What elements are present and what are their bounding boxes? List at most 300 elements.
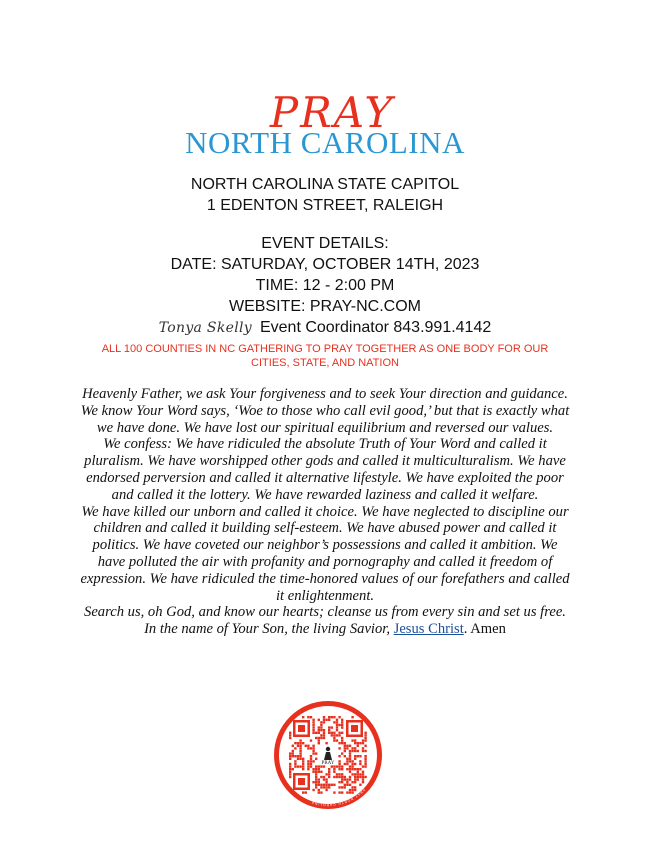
qr-module: [318, 726, 320, 728]
qr-module: [312, 719, 314, 721]
qr-module: [333, 734, 335, 736]
qr-module: [302, 768, 304, 770]
qr-module: [328, 776, 330, 778]
qr-module: [325, 742, 327, 744]
qr-module: [357, 768, 359, 770]
qr-module: [331, 726, 333, 728]
qr-module: [328, 729, 330, 731]
qr-module: [289, 755, 291, 757]
qr-module: [349, 760, 351, 762]
qr-module: [289, 776, 291, 778]
qr-module: [357, 755, 359, 757]
qr-module: [294, 755, 296, 757]
qr-module: [349, 755, 351, 757]
qr-module: [351, 789, 353, 791]
qr-module: [351, 747, 353, 749]
qr-module: [362, 739, 364, 741]
qr-module: [312, 768, 314, 770]
qr-module: [333, 771, 335, 773]
prayer-paragraph: Heavenly Father, we ask Your forgiveness and to seek Your direction and guidance. We know Your Word says, ‘Woe to those who call evil good,’ but that is exactly what we have done. We have lost our spiritual equilibrium and reversed our values.: [80, 386, 570, 436]
jesus-christ-link[interactable]: Jesus Christ: [393, 621, 464, 638]
qr-module: [336, 719, 338, 721]
qr-module: [336, 765, 338, 767]
qr-module: [302, 765, 304, 767]
qr-module: [362, 747, 364, 749]
qr-module: [333, 737, 335, 739]
qr-module: [359, 776, 361, 778]
qr-module: [354, 773, 356, 775]
qr-module: [315, 737, 317, 739]
qr-module: [307, 768, 309, 770]
qr-module: [341, 737, 343, 739]
qr-module: [299, 742, 301, 744]
qr-module: [362, 750, 364, 752]
qr-module: [289, 763, 291, 765]
qr-module: [354, 789, 356, 791]
qr-module: [323, 784, 325, 786]
qr-code-icon[interactable]: [273, 700, 383, 810]
qr-module: [302, 791, 304, 793]
qr-module: [315, 784, 317, 786]
qr-module: [349, 784, 351, 786]
qr-module: [344, 763, 346, 765]
qr-module: [328, 786, 330, 788]
qr-module: [323, 786, 325, 788]
qr-module: [344, 742, 346, 744]
qr-module: [364, 737, 366, 739]
qr-module: [336, 773, 338, 775]
qr-code-badge[interactable]: [273, 700, 383, 810]
qr-module: [325, 784, 327, 786]
qr-module: [346, 768, 348, 770]
qr-module: [299, 747, 301, 749]
qr-module: [289, 768, 291, 770]
qr-module: [310, 716, 312, 718]
qr-module: [297, 765, 299, 767]
qr-module: [364, 765, 366, 767]
qr-module: [320, 791, 322, 793]
qr-module: [328, 773, 330, 775]
qr-module: [315, 765, 317, 767]
qr-finder-top-right: [346, 720, 363, 737]
qr-module: [312, 729, 314, 731]
qr-module: [307, 747, 309, 749]
qr-module: [318, 739, 320, 741]
coordinator-line: [0, 317, 650, 339]
qr-module: [333, 768, 335, 770]
qr-module: [346, 784, 348, 786]
qr-module: [320, 721, 322, 723]
qr-module: [341, 752, 343, 754]
qr-module: [299, 745, 301, 747]
prayer-paragraph: Search us, oh God, and know our hearts; cleanse us from every sin and set us free.: [84, 604, 566, 621]
qr-module: [302, 763, 304, 765]
event-time: TIME: 12 - 2:00 PM: [255, 277, 395, 294]
qr-module: [346, 758, 348, 760]
qr-module: [359, 768, 361, 770]
qr-module: [315, 732, 317, 734]
qr-module: [318, 737, 320, 739]
qr-module: [354, 768, 356, 770]
qr-finder-top-left: [293, 720, 310, 737]
gathering-tagline: [70, 342, 580, 370]
qr-module: [354, 778, 356, 780]
venue-name: NORTH CAROLINA STATE CAPITOL: [190, 176, 460, 193]
qr-module: [362, 776, 364, 778]
qr-module: [346, 760, 348, 762]
qr-module: [346, 791, 348, 793]
prayer-text: [80, 386, 570, 638]
qr-module: [341, 773, 343, 775]
qr-module: [297, 758, 299, 760]
qr-module: [294, 765, 296, 767]
qr-module: [341, 791, 343, 793]
qr-module: [289, 737, 291, 739]
qr-module: [328, 768, 330, 770]
qr-module: [297, 742, 299, 744]
qr-module: [323, 719, 325, 721]
qr-module: [362, 773, 364, 775]
qr-module: [354, 758, 356, 760]
qr-module: [328, 716, 330, 718]
qr-module: [362, 771, 364, 773]
qr-module: [323, 778, 325, 780]
qr-module: [318, 789, 320, 791]
qr-module: [307, 765, 309, 767]
qr-module: [299, 765, 301, 767]
qr-module: [323, 776, 325, 778]
qr-module: [336, 726, 338, 728]
qr-finder-bottom-left: [293, 773, 310, 790]
qr-module: [310, 765, 312, 767]
qr-module: [364, 734, 366, 736]
event-website: WEBSITE: PRAY-NC.COM: [228, 298, 422, 315]
qr-module: [310, 747, 312, 749]
qr-module: [320, 786, 322, 788]
qr-module: [341, 719, 343, 721]
qr-module: [305, 745, 307, 747]
venue-address: [0, 174, 650, 216]
qr-module: [302, 760, 304, 762]
qr-module: [338, 776, 340, 778]
qr-module: [354, 747, 356, 749]
qr-module: [341, 781, 343, 783]
qr-module: [289, 773, 291, 775]
qr-module: [346, 781, 348, 783]
qr-module: [354, 739, 356, 741]
qr-module: [336, 776, 338, 778]
qr-module: [325, 778, 327, 780]
qr-module: [331, 734, 333, 736]
qr-ring-text: PRAY NORTH CAROLINA: [310, 787, 366, 808]
qr-module: [364, 739, 366, 741]
qr-module: [357, 745, 359, 747]
qr-module: [310, 755, 312, 757]
qr-module: [344, 755, 346, 757]
qr-module: [312, 726, 314, 728]
qr-module: [351, 786, 353, 788]
qr-module: [323, 732, 325, 734]
qr-module: [349, 776, 351, 778]
qr-module: [299, 739, 301, 741]
event-details: [0, 233, 650, 339]
qr-module: [362, 778, 364, 780]
coordinator-signature: Tonya Skelly: [158, 320, 252, 336]
qr-module: [312, 721, 314, 723]
qr-module: [320, 726, 322, 728]
qr-module: [320, 737, 322, 739]
qr-module: [344, 786, 346, 788]
qr-module: [338, 747, 340, 749]
qr-module: [364, 750, 366, 752]
qr-module: [315, 786, 317, 788]
qr-module: [354, 750, 356, 752]
qr-module: [364, 732, 366, 734]
qr-module: [364, 758, 366, 760]
qr-module: [341, 721, 343, 723]
qr-module: [341, 778, 343, 780]
qr-module: [318, 768, 320, 770]
qr-module: [328, 771, 330, 773]
qr-module: [359, 755, 361, 757]
qr-module: [341, 786, 343, 788]
qr-module: [351, 760, 353, 762]
qr-module: [307, 745, 309, 747]
qr-module: [336, 734, 338, 736]
qr-module: [292, 752, 294, 754]
qr-module: [315, 781, 317, 783]
qr-module: [318, 765, 320, 767]
qr-module: [338, 734, 340, 736]
qr-module: [338, 742, 340, 744]
prayer-paragraph: We have killed our unborn and called it choice. We have neglected to discipline our children and called it building self-esteem. We have abused power and called it politics. We have coveted our neighbor’s possessions and called it ambition. We have polluted the air with profanity and pornography and called it freedom of expression. We have ridiculed the time-honored values of our forefathers and called it enlightenment.: [80, 503, 570, 604]
qr-module: [338, 786, 340, 788]
qr-module: [315, 776, 317, 778]
qr-module: [312, 760, 314, 762]
qr-module: [320, 776, 322, 778]
qr-module: [318, 719, 320, 721]
qr-module: [349, 765, 351, 767]
qr-module: [338, 781, 340, 783]
qr-module: [294, 760, 296, 762]
qr-module: [351, 739, 353, 741]
qr-module: [338, 768, 340, 770]
qr-module: [292, 755, 294, 757]
qr-module: [315, 768, 317, 770]
qr-module: [325, 789, 327, 791]
qr-module: [302, 758, 304, 760]
qr-module: [336, 739, 338, 741]
qr-module: [312, 771, 314, 773]
qr-module: [312, 781, 314, 783]
qr-module: [341, 742, 343, 744]
qr-module: [351, 750, 353, 752]
qr-module: [320, 771, 322, 773]
qr-module: [294, 742, 296, 744]
qr-module: [338, 763, 340, 765]
qr-module: [338, 724, 340, 726]
qr-module: [323, 734, 325, 736]
qr-module: [299, 752, 301, 754]
prayer-paragraph: We confess: We have ridiculed the absolute Truth of Your Word and called it pluralism. We have worshipped other gods and called it multiculturalism. We have endorsed perversion and called it alternative lifestyle. We have exploited the poor and called it the lottery. We have rewarded laziness and called it welfare.: [84, 436, 566, 503]
qr-module: [354, 776, 356, 778]
qr-center-label: PRAY: [321, 761, 335, 766]
qr-module: [349, 750, 351, 752]
qr-module: [310, 758, 312, 760]
qr-module: [289, 752, 291, 754]
qr-module: [349, 778, 351, 780]
qr-module: [318, 791, 320, 793]
qr-module: [310, 739, 312, 741]
qr-module: [362, 765, 364, 767]
qr-module: [302, 716, 304, 718]
qr-module: [341, 765, 343, 767]
tagline-line-1: ALL 100 COUNTIES IN NC GATHERING TO PRAY TOGETHER AS ONE BODY FOR OUR: [101, 343, 549, 355]
qr-module: [320, 784, 322, 786]
qr-module: [294, 747, 296, 749]
qr-module: [315, 778, 317, 780]
qr-module: [323, 729, 325, 731]
qr-module: [359, 760, 361, 762]
qr-module: [357, 742, 359, 744]
qr-module: [312, 752, 314, 754]
qr-module: [359, 763, 361, 765]
qr-module: [315, 771, 317, 773]
qr-module: [359, 742, 361, 744]
qr-module: [338, 773, 340, 775]
qr-module: [328, 719, 330, 721]
qr-module: [323, 716, 325, 718]
tagline-line-2: CITIES, STATE, AND NATION: [251, 357, 399, 369]
qr-module: [299, 755, 301, 757]
qr-module: [328, 732, 330, 734]
qr-module: [336, 729, 338, 731]
logo-pray-text: PRAY: [269, 88, 395, 137]
qr-module: [331, 732, 333, 734]
qr-module: [331, 784, 333, 786]
qr-module: [357, 776, 359, 778]
qr-module: [307, 716, 309, 718]
qr-module: [325, 781, 327, 783]
qr-module: [297, 755, 299, 757]
qr-module: [325, 786, 327, 788]
pray-nc-logo: [0, 88, 650, 172]
qr-module: [315, 773, 317, 775]
qr-module: [357, 771, 359, 773]
qr-module: [328, 784, 330, 786]
qr-module: [362, 742, 364, 744]
qr-module: [305, 791, 307, 793]
qr-module: [333, 739, 335, 741]
qr-module: [354, 763, 356, 765]
qr-module: [346, 778, 348, 780]
qr-module: [292, 745, 294, 747]
qr-module: [323, 737, 325, 739]
qr-module: [346, 763, 348, 765]
qr-module: [331, 716, 333, 718]
qr-module: [351, 791, 353, 793]
qr-module: [289, 771, 291, 773]
qr-module: [351, 765, 353, 767]
qr-module: [349, 789, 351, 791]
event-details-heading: EVENT DETAILS:: [261, 235, 389, 252]
qr-module: [338, 716, 340, 718]
qr-module: [318, 771, 320, 773]
qr-module: [351, 768, 353, 770]
venue-street: 1 EDENTON STREET, RALEIGH: [206, 197, 444, 214]
qr-module: [364, 763, 366, 765]
qr-module: [354, 786, 356, 788]
qr-module: [364, 745, 366, 747]
qr-module: [338, 765, 340, 767]
qr-module: [312, 732, 314, 734]
qr-module: [351, 773, 353, 775]
qr-module: [357, 778, 359, 780]
qr-module: [315, 758, 317, 760]
qr-module: [364, 760, 366, 762]
qr-module: [312, 724, 314, 726]
qr-module: [333, 791, 335, 793]
qr-module: [354, 781, 356, 783]
qr-module: [297, 745, 299, 747]
qr-module: [299, 758, 301, 760]
qr-module: [341, 726, 343, 728]
qr-module: [292, 750, 294, 752]
qr-module: [349, 791, 351, 793]
qr-module: [338, 755, 340, 757]
qr-module: [349, 771, 351, 773]
qr-module: [312, 747, 314, 749]
qr-module: [346, 747, 348, 749]
qr-module: [318, 732, 320, 734]
qr-module: [318, 778, 320, 780]
qr-module: [320, 729, 322, 731]
qr-module: [364, 776, 366, 778]
logo-state-text: NORTH CAROLINA: [185, 125, 465, 160]
qr-module: [338, 760, 340, 762]
qr-module: [344, 778, 346, 780]
qr-module: [349, 752, 351, 754]
qr-module: [307, 763, 309, 765]
qr-module: [341, 739, 343, 741]
qr-module: [359, 784, 361, 786]
qr-module: [349, 768, 351, 770]
qr-module: [320, 724, 322, 726]
qr-module: [344, 750, 346, 752]
qr-module: [325, 719, 327, 721]
qr-module: [292, 768, 294, 770]
qr-module: [349, 745, 351, 747]
qr-module: [312, 789, 314, 791]
qr-module: [289, 765, 291, 767]
qr-module: [320, 734, 322, 736]
qr-module: [351, 781, 353, 783]
qr-module: [294, 763, 296, 765]
qr-module: [354, 742, 356, 744]
qr-module: [333, 776, 335, 778]
qr-module: [289, 734, 291, 736]
qr-module: [351, 763, 353, 765]
qr-module: [310, 763, 312, 765]
qr-module: [359, 773, 361, 775]
qr-module: [357, 773, 359, 775]
qr-module: [341, 768, 343, 770]
qr-module: [312, 745, 314, 747]
qr-module: [344, 776, 346, 778]
event-date: DATE: SATURDAY, OCTOBER 14TH, 2023: [170, 256, 480, 273]
qr-module: [341, 776, 343, 778]
qr-module: [357, 750, 359, 752]
